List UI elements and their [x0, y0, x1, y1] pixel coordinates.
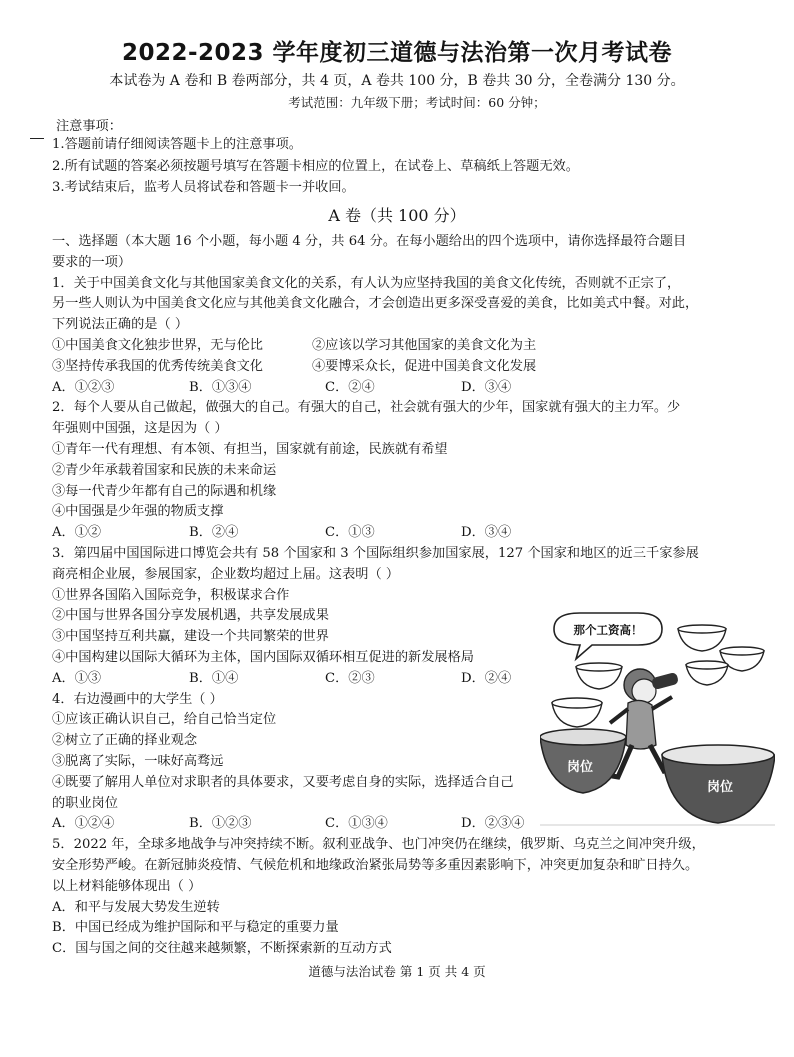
page-title: 2022-2023 学年度初三道德与法治第一次月考试卷	[121, 40, 673, 66]
option-c: C．②③	[325, 670, 375, 686]
q2-stem: 年强则中国强，这是因为（ ）	[52, 421, 228, 437]
option-d: D．②③④	[461, 816, 525, 832]
option-a: A．①②	[52, 525, 102, 541]
q2-statement: ④中国强是少年强的物质支撑	[52, 504, 224, 520]
q3-statement: ③中国坚持互利共赢，建设一个共同繁荣的世界	[52, 629, 329, 645]
option-b: B．②④	[189, 525, 239, 541]
q1-statements-row	[52, 336, 752, 357]
question-5	[52, 835, 752, 960]
q3-statement: ④中国构建以国际大循环为主体，国内国际双循环相互促进的新发展格局	[52, 649, 474, 665]
q4-statement: ④既要了解用人单位对求职者的具体要求，又要考虑自身的实际，选择适合自己	[52, 774, 514, 790]
notes-list	[52, 134, 579, 199]
q3-statement: ②中国与世界各国分享发展机遇，共享发展成果	[52, 608, 329, 624]
q1-stem: 1．关于中国美食文化与其他国家美食文化的关系，有人认为应坚持我国的美食文化传统，否则就不正宗了，	[52, 275, 681, 291]
bowl-left-label: 岗位	[566, 760, 594, 775]
option-b: B．①③④	[189, 379, 252, 395]
q3-stem: 商亮相企业展，参展国家，企业数均超过上届。这表明（ ）	[52, 566, 400, 582]
option-c: C．①③④	[325, 816, 388, 832]
bowl-right	[662, 745, 775, 823]
option-d: D．③④	[461, 379, 512, 395]
q4-statement: 的职业岗位	[52, 795, 118, 811]
q2-statement: ①青年一代有理想、有本领、有担当，国家就有前途，民族就有希望	[52, 441, 448, 457]
bowl-right-label: 岗位	[706, 780, 734, 795]
section-instructions: 一、选择题（本大题 16 个小题，每小题 4 分，共 64 分。在每小题给出的四个选项中，请你选择最符合题目	[52, 234, 687, 249]
option-c: C．②④	[325, 379, 375, 395]
bowl-left	[540, 729, 626, 793]
q4-statement: ②树立了正确的择业观念	[52, 733, 198, 749]
note-item: 1.答题前请仔细阅读答题卡上的注意事项。	[52, 137, 302, 152]
exam-scope: 考试范围：九年级下册；考试时间：60 分钟；	[288, 95, 546, 110]
note-item: 2.所有试题的答案必须按题号填写在答题卡相应的位置上，在试卷上、草稿纸上答题无效。	[52, 158, 579, 174]
q1-options	[52, 378, 752, 399]
q3-stem: 3．第四届中国国际进口博览会共有 58 个国家和 3 个国际组织参加国家展，127 个国家和地区的近三千家参展	[52, 545, 699, 561]
option-d: D．②④	[461, 670, 512, 686]
q2-statement: ③每一代青少年都有自己的际遇和机缘	[52, 483, 277, 499]
q2-options	[52, 523, 752, 544]
q5-stem: 以上材料能够体现出（ ）	[52, 878, 202, 894]
section-instructions: 要求的一项）	[52, 254, 132, 270]
question-1	[52, 274, 752, 399]
q4-stem: 4．右边漫画中的大学生（ ）	[52, 691, 223, 707]
question-body	[52, 232, 752, 960]
option-a: A．①②③	[52, 379, 115, 395]
note-item: 3.考试结束后，监考人员将试卷和答题卡一并收回。	[52, 180, 355, 195]
option-b: B．中国已经成为维护国际和平与稳定的重要力量	[52, 920, 339, 936]
margin-dash	[30, 138, 44, 139]
option-c: C．国与国之间的交往越来越频繁，不断探索新的互动方式	[52, 941, 392, 957]
q5-stem: 安全形势严峻。在新冠肺炎疫情、气候危机和地缘政治紧张局势等多重因素影响下，冲突更加复杂和旷日持久。	[52, 857, 699, 873]
option-c: C．①③	[325, 525, 375, 541]
q1-statement: ④要博采众长，促进中国美食文化发展	[312, 358, 537, 374]
q2-statement: ②青少年承载着国家和民族的未来命运	[52, 462, 277, 478]
comic-illustration	[540, 605, 775, 830]
q1-stem: 下列说法正确的是（ ）	[52, 317, 189, 333]
option-a: A．①②④	[52, 816, 115, 832]
q5-stem: 5．2022 年，全球多地战争与冲突持续不断。叙利亚战争、也门冲突仍在继续，俄罗斯、乌克兰之间冲突升级，	[52, 837, 705, 853]
section-title: A 卷（共 100 分）	[328, 206, 466, 225]
notes-heading: 注意事项：	[56, 119, 122, 134]
q1-statements-row	[52, 357, 752, 378]
option-d: D．③④	[461, 525, 512, 541]
question-2	[52, 398, 752, 544]
q2-stem: 2．每个人要从自己做起，做强大的自己。有强大的自己，社会就有强大的少年，国家就有强大的主力军。少	[52, 400, 681, 416]
option-b: B．①④	[189, 670, 239, 686]
q1-statement: ①中国美食文化独步世界，无与伦比	[52, 337, 263, 353]
option-a: A．①③	[52, 670, 102, 686]
q3-statement: ①世界各国陷入国际竞争，积极谋求合作	[52, 587, 290, 603]
q1-statement: ③坚持传承我国的优秀传统美食文化	[52, 358, 263, 374]
option-b: B．①②③	[189, 816, 252, 832]
page-footer: 道德与法治试卷 第 1 页 共 4 页	[308, 964, 486, 979]
q1-statement: ②应该以学习其他国家的美食文化为主	[312, 337, 537, 353]
speech-bubble	[554, 613, 662, 659]
q4-statement: ③脱离了实际，一味好高骛远	[52, 753, 224, 769]
speech-text: 那个工资高！	[573, 623, 643, 637]
option-a: A．和平与发展大势发生逆转	[52, 899, 220, 915]
q4-statement: ①应该正确认识自己，给自己恰当定位	[52, 712, 277, 728]
q1-stem: 另一些人则认为中国美食文化应与其他美食文化融合，才会创造出更多深受喜爱的美食，比如美式中餐。对此，	[52, 296, 699, 312]
paper-info: 本试卷为 A 卷和 B 卷两部分，共 4 页，A 卷共 100 分，B 卷共 30 分，全卷满分 130 分。	[109, 73, 685, 89]
